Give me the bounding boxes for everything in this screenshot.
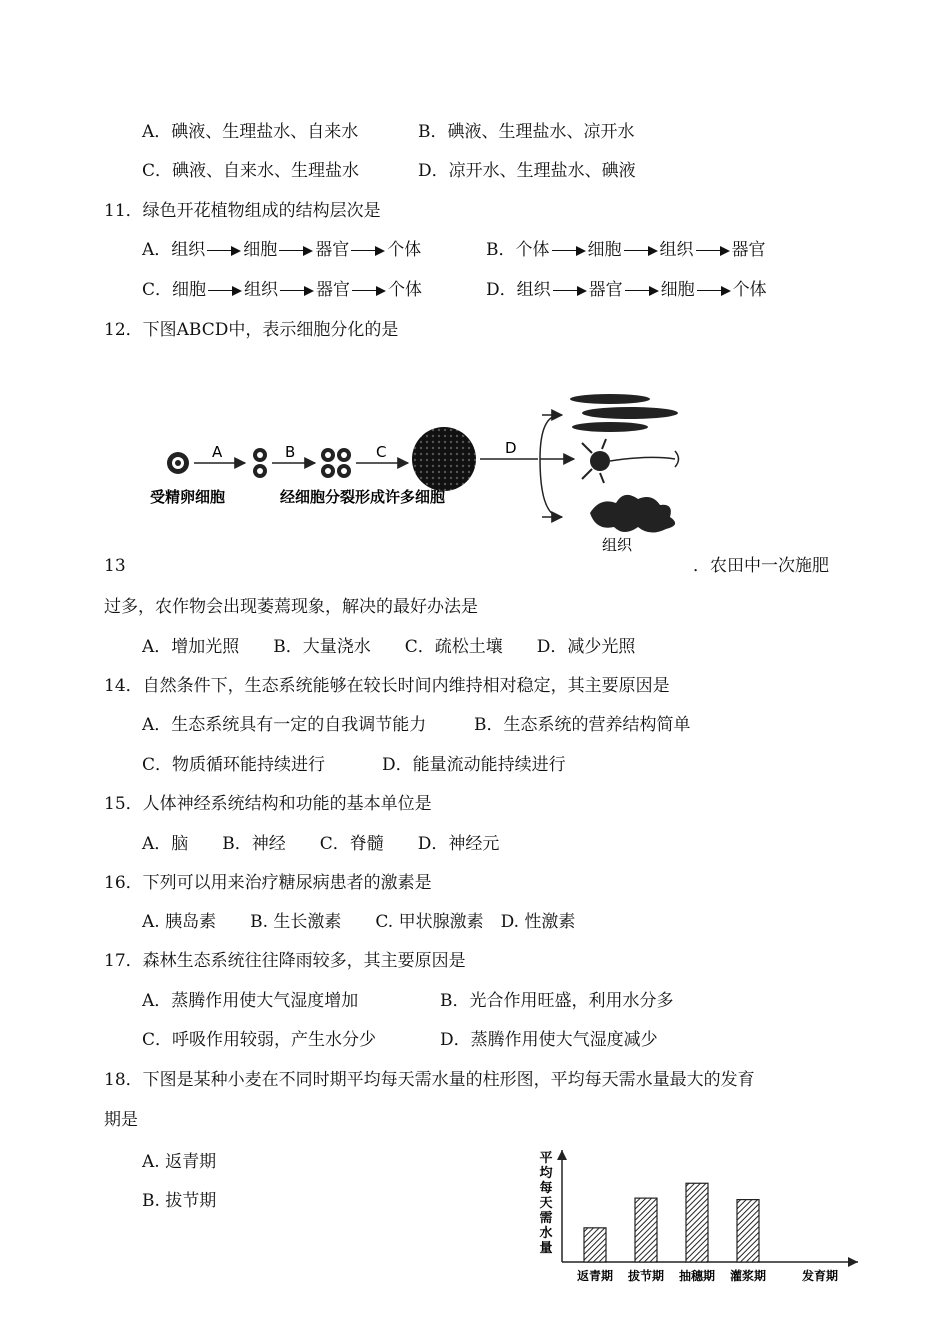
q10-option-a: A．碘液、生理盐水、自来水 xyxy=(142,122,359,142)
y-axis-label-char: 平 xyxy=(539,1151,553,1166)
y-axis-label-char: 需 xyxy=(539,1211,553,1226)
chart-bar xyxy=(584,1228,606,1262)
q16-options: A. 胰岛素 B. 生长激素 C. 甲状腺激素 D. 性激素 xyxy=(142,912,576,932)
branch-bracket xyxy=(540,415,560,517)
chart-bar xyxy=(737,1200,759,1262)
q11-option-a xyxy=(142,238,421,262)
step: 器官 xyxy=(316,280,351,300)
q14-option-b: B．生态系统的营养结构简单 xyxy=(474,715,691,735)
step: 器官 xyxy=(588,280,623,300)
label-c: C xyxy=(376,443,387,461)
option-label: C． xyxy=(142,280,173,300)
step: 细胞 xyxy=(172,280,207,300)
q14-option-c: C．物质循环能持续进行 xyxy=(142,755,326,775)
q11-stem: 11．绿色开花植物组成的结构层次是 xyxy=(104,201,381,221)
q17-option-d: D．蒸腾作用使大气湿度减少 xyxy=(440,1030,658,1050)
x-axis-arrow xyxy=(848,1257,858,1267)
q16-stem: 16．下列可以用来治疗糖尿病患者的激素是 xyxy=(104,873,432,893)
arrow-icon xyxy=(351,246,385,256)
option-label: D． xyxy=(486,280,517,300)
y-axis-label-char: 量 xyxy=(539,1241,553,1256)
q15-options: A．脑 B．神经 C．脊髓 D．神经元 xyxy=(142,834,500,854)
option-label: A． xyxy=(142,240,172,260)
q17-option-b: B．光合作用旺盛，利用水分多 xyxy=(440,991,674,1011)
chart-bar xyxy=(635,1198,657,1262)
q14-option-d: D．能量流动能持续进行 xyxy=(382,755,566,775)
x-tick-label: 灌浆期 xyxy=(729,1269,767,1283)
q13-options: A．增加光照 B．大量浇水 C．疏松土壤 D．减少光照 xyxy=(142,637,636,657)
arrow-icon xyxy=(553,286,587,296)
q15-stem: 15．人体神经系统结构和功能的基本单位是 xyxy=(104,794,432,814)
epithelial-tissue-icon xyxy=(590,495,675,533)
q14-stem: 14．自然条件下，生态系统能够在较长时间内维持相对稳定，其主要原因是 xyxy=(104,676,670,696)
q17-option-c: C．呼吸作用较弱，产生水分少 xyxy=(142,1030,377,1050)
q17-stem: 17．森林生态系统往往降雨较多，其主要原因是 xyxy=(104,951,466,971)
y-axis-label-char: 每 xyxy=(539,1181,553,1196)
arrow-icon xyxy=(697,286,731,296)
step: 个体 xyxy=(732,280,767,300)
y-axis-label-char: 均 xyxy=(539,1166,553,1181)
arrow-icon xyxy=(280,286,314,296)
label-d: D xyxy=(505,439,517,457)
step: 器官 xyxy=(731,240,766,260)
step: 组织 xyxy=(171,240,206,260)
x-axis-label: 发育期 xyxy=(801,1269,839,1283)
x-tick-label: 返青期 xyxy=(576,1269,614,1283)
q18-stem-cont: 期是 xyxy=(104,1110,138,1130)
cell-differentiation-figure xyxy=(130,385,690,555)
step: 个体 xyxy=(388,280,423,300)
water-demand-bar-chart xyxy=(528,1140,868,1290)
step: 细胞 xyxy=(243,240,278,260)
q11-option-d xyxy=(486,278,767,302)
q13-stem-tail: ．农田中一次施肥 xyxy=(693,556,829,576)
arrow-icon xyxy=(207,246,241,256)
arrow-icon xyxy=(552,246,586,256)
step: 器官 xyxy=(315,240,350,260)
q17-option-a: A．蒸腾作用使大气湿度增加 xyxy=(142,991,359,1011)
y-axis-label-char: 天 xyxy=(539,1196,553,1211)
x-tick-label: 拔节期 xyxy=(627,1269,665,1283)
q10-option-b: B．碘液、生理盐水、凉开水 xyxy=(418,122,635,142)
step: 个体 xyxy=(387,240,422,260)
step: 个体 xyxy=(515,240,550,260)
q11-option-c xyxy=(142,278,422,302)
arrow-icon xyxy=(279,246,313,256)
step: 组织 xyxy=(244,280,279,300)
q10-option-c: C．碘液、自来水、生理盐水 xyxy=(142,161,360,181)
arrow-icon xyxy=(208,286,242,296)
muscle-tissue-icon xyxy=(570,394,678,432)
label-b: B xyxy=(285,443,296,461)
q13-number: 13 xyxy=(104,556,126,576)
q10-option-d: D．凉开水、生理盐水、碘液 xyxy=(418,161,636,181)
y-axis-label-char: 水 xyxy=(539,1226,553,1241)
y-axis-arrow xyxy=(557,1150,567,1160)
arrow-icon xyxy=(696,246,730,256)
arrow-icon xyxy=(624,246,658,256)
q11-option-b xyxy=(486,238,766,262)
step: 组织 xyxy=(659,240,694,260)
neuron-icon xyxy=(582,439,679,483)
step: 组织 xyxy=(516,280,551,300)
two-cells-icon xyxy=(253,448,267,478)
step: 细胞 xyxy=(660,280,695,300)
fertilized-egg-icon xyxy=(167,452,189,474)
arrow-icon xyxy=(352,286,386,296)
q14-option-a: A．生态系统具有一定的自我调节能力 xyxy=(142,715,427,735)
step: 细胞 xyxy=(587,240,622,260)
chart-bar xyxy=(686,1183,708,1262)
cell-mass-icon xyxy=(412,427,476,491)
q12-stem: 12．下图ABCD中，表示细胞分化的是 xyxy=(104,320,399,340)
division-label: 经细胞分裂形成许多细胞 xyxy=(280,488,446,506)
four-cells-icon xyxy=(321,448,351,478)
tissue-label: 组织 xyxy=(602,536,633,554)
x-tick-label: 抽穗期 xyxy=(678,1269,716,1283)
q18-option-a: A. 返青期 xyxy=(142,1152,217,1172)
q13-stem: 过多，农作物会出现萎蔫现象，解决的最好办法是 xyxy=(104,597,478,617)
arrow-icon xyxy=(625,286,659,296)
fertilized-egg-label: 受精卵细胞 xyxy=(150,488,226,506)
q18-stem: 18．下图是某种小麦在不同时期平均每天需水量的柱形图，平均每天需水量最大的发育 xyxy=(104,1070,755,1090)
label-a: A xyxy=(212,443,223,461)
option-label: B． xyxy=(486,240,516,260)
q18-option-b: B. 拔节期 xyxy=(142,1191,217,1211)
